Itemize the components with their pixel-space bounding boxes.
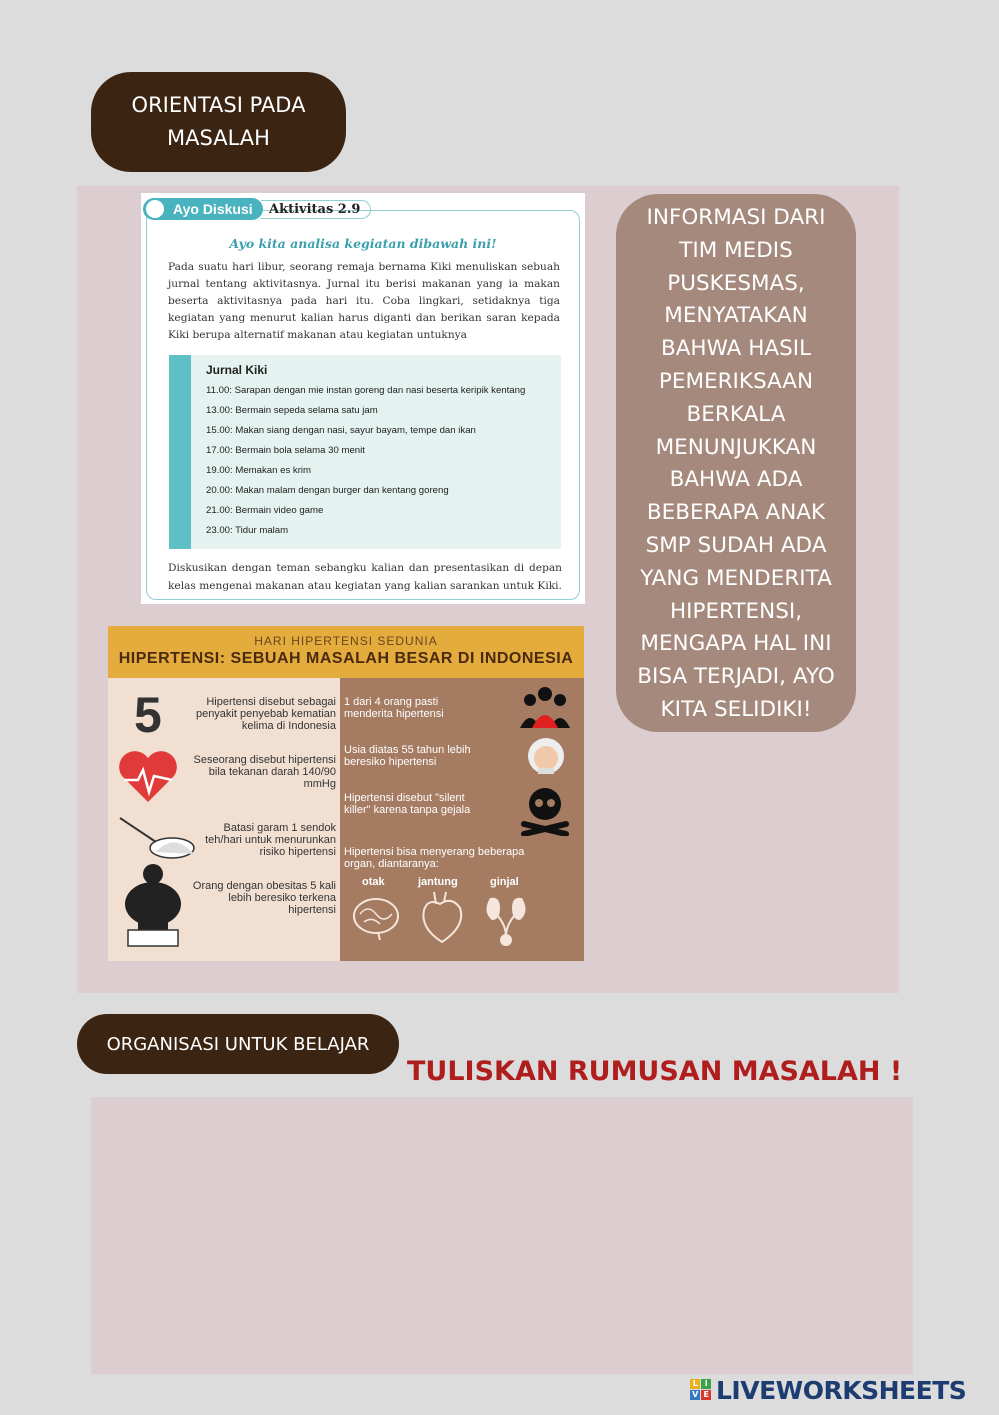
fact-left-2: Seseorang disebut hipertensi bila tekanan darah 140/90 mmHg bbox=[193, 754, 336, 790]
info-line: PEMERIKSAAN bbox=[658, 368, 814, 394]
fact-right-3: Hipertensi disebut "silent killer" karena tanpa gejala bbox=[344, 792, 471, 816]
journal-item: 13.00: Bermain sepeda selama satu jam bbox=[206, 405, 378, 416]
info-line: YANG MENDERITA bbox=[640, 565, 832, 591]
liveworksheets-logo-icon: L I V E bbox=[690, 1379, 712, 1401]
info-line: BERKALA bbox=[686, 401, 786, 427]
info-line: BAHWA HASIL bbox=[660, 336, 812, 362]
fact-right-1: 1 dari 4 orang pasti menderita hipertensi bbox=[344, 696, 444, 720]
fact-left-3: Batasi garam 1 sendok teh/hari untuk menurunkan risiko hipertensi bbox=[205, 822, 336, 858]
info-line: TIM MEDIS bbox=[679, 237, 793, 263]
info-line: HIPERTENSI, bbox=[669, 598, 803, 624]
textbook-activity-image bbox=[141, 193, 585, 604]
info-line: KITA SELIDIKI! bbox=[660, 696, 812, 722]
fact-left-4: Orang dengan obesitas 5 kali lebih beresiko terkena hipertensi bbox=[192, 880, 336, 916]
fact-left-1: Hipertensi disebut sebagai penyakit penyebab kematian kelima di Indonesia bbox=[195, 696, 336, 732]
infographic-subtitle: HARI HIPERTENSI SEDUNIA bbox=[254, 634, 438, 648]
brand-name: LIVEWORKSHEETS bbox=[716, 1376, 967, 1405]
brain-icon bbox=[350, 894, 402, 940]
people-group-icon bbox=[518, 684, 572, 730]
info-line: BEBERAPA ANAK bbox=[646, 500, 826, 526]
info-line: BISA TERJADI, AYO bbox=[637, 664, 835, 690]
journal-box bbox=[169, 355, 561, 549]
organ-label-kidney: ginjal bbox=[490, 876, 519, 888]
journal-accent-bar bbox=[169, 355, 191, 549]
liveworksheets-logo bbox=[690, 1376, 966, 1405]
activity-footer: Diskusikan dengan teman sebangku kalian dan presentasikan di depan kelas mengenai makanan atau kegiatan yang kalian sarankan untuk Kiki. bbox=[168, 562, 562, 592]
journal-item: 19.00: Memakan es krim bbox=[206, 465, 312, 476]
task-instruction: TULISKAN RUMUSAN MASALAH ! bbox=[407, 1056, 903, 1087]
elderly-icon bbox=[526, 736, 566, 778]
journal-item: 23.00: Tidur malam bbox=[206, 525, 289, 536]
kidney-icon bbox=[482, 892, 530, 948]
journal-title: Jurnal Kiki bbox=[206, 363, 268, 377]
info-line: INFORMASI DARI bbox=[646, 205, 826, 230]
activity-label: Aktivitas 2.9 bbox=[261, 200, 371, 219]
journal-item: 15.00: Makan siang dengan nasi, sayur bayam, tempe dan ikan bbox=[206, 425, 476, 436]
infographic-title: HIPERTENSI: SEBUAH MASALAH BESAR DI INDONESIA bbox=[118, 650, 574, 667]
heart-organ-icon bbox=[416, 890, 468, 946]
salt-spoon-icon bbox=[116, 812, 198, 862]
obesity-scale-icon bbox=[120, 862, 186, 948]
infographic-header bbox=[108, 626, 584, 678]
organ-label-heart: jantung bbox=[418, 876, 458, 888]
info-callout bbox=[616, 194, 856, 732]
info-line: MENUNJUKKAN bbox=[655, 434, 817, 460]
activity-paragraph: Pada suatu hari libur, seorang remaja bernama Kiki menuliskan sebuah jurnal tentang aktivitasnya. Jurnal itu berisi makanan yang ia makan beserta aktivitasnya pada hari itu. Coba lingkari, setidaknya tiga kegiatan yang menurut kalian harus diganti dan berikan saran kepada Kiki berupa alternatif makanan atau kegiatan untuknya bbox=[168, 261, 560, 341]
discussion-icon bbox=[146, 200, 164, 218]
section-title-organisasi: ORGANISASI UNTUK BELAJAR bbox=[77, 1014, 399, 1074]
journal-item: 20.00: Makan malam dengan burger dan kentang goreng bbox=[206, 485, 449, 496]
big-number: 5 bbox=[134, 687, 162, 743]
section-title-line2: MASALAH bbox=[167, 126, 270, 150]
journal-item: 17.00: Bermain bola selama 30 menit bbox=[206, 445, 365, 456]
journal-item: 21.00: Bermain video game bbox=[206, 505, 324, 516]
section-title-line1: ORIENTASI PADA bbox=[131, 93, 306, 117]
heart-icon bbox=[118, 750, 178, 804]
answer-input-area[interactable] bbox=[91, 1097, 913, 1374]
section-title-orientasi bbox=[91, 72, 346, 172]
organ-label-brain: otak bbox=[362, 876, 385, 888]
fact-right-4: Hipertensi bisa menyerang beberapa organ, diantaranya: bbox=[344, 846, 525, 870]
fact-right-2: Usia diatas 55 tahun lebih beresiko hipertensi bbox=[344, 744, 471, 768]
skull-crossbones-icon bbox=[520, 784, 570, 836]
info-line: SMP SUDAH ADA bbox=[645, 532, 827, 558]
hypertension-infographic bbox=[108, 626, 584, 961]
info-line: MENYATAKAN bbox=[664, 303, 808, 329]
ayo-diskusi-tab bbox=[143, 198, 263, 220]
info-line: PUSKESMAS, bbox=[667, 270, 805, 296]
info-line: MENGAPA HAL INI bbox=[640, 631, 832, 657]
activity-heading: Ayo kita analisa kegiatan dibawah ini! bbox=[229, 236, 497, 251]
tab-label: Ayo Diskusi bbox=[173, 201, 253, 217]
info-line: BAHWA ADA bbox=[669, 467, 803, 493]
journal-item: 11.00: Sarapan dengan mie instan goreng dan nasi beserta keripik kentang bbox=[206, 385, 526, 396]
